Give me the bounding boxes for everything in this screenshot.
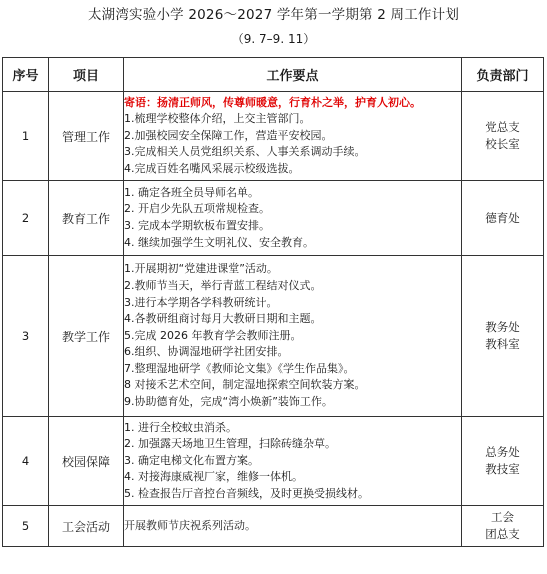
dept-name: 总务处 bbox=[485, 445, 520, 459]
dept-name: 教科室 bbox=[485, 337, 520, 351]
task-item: 2.教师节当天，举行青蓝工程结对仪式。 bbox=[124, 278, 322, 292]
header-dept: 负责部门 bbox=[462, 58, 544, 92]
row-dept bbox=[462, 506, 544, 547]
row-seq: 4 bbox=[3, 417, 49, 506]
page-title: 太湖湾实验小学 2026～2027 学年第一学期第 2 周工作计划 bbox=[87, 7, 460, 23]
row-seq: 3 bbox=[3, 256, 49, 417]
table-header-row bbox=[3, 58, 544, 92]
row-tasks bbox=[124, 256, 462, 417]
row-dept bbox=[462, 417, 544, 506]
table-row bbox=[3, 256, 544, 417]
task-item: 2. 加强露天场地卫生管理，扫除砖缝杂草。 bbox=[124, 437, 336, 451]
row-seq: 1 bbox=[3, 92, 49, 181]
table-row bbox=[3, 181, 544, 256]
dept-name: 校长室 bbox=[485, 137, 520, 151]
task-item: 开展教师节庆祝系列活动。 bbox=[124, 518, 256, 532]
table-row bbox=[3, 506, 544, 547]
row-project: 教育工作 bbox=[49, 181, 124, 256]
dept-name: 工会 bbox=[491, 510, 514, 524]
header-seq: 序号 bbox=[3, 58, 49, 92]
row-tasks bbox=[124, 506, 462, 547]
task-item: 2. 开启少先队五项常规检查。 bbox=[124, 202, 270, 216]
row-dept bbox=[462, 92, 544, 181]
task-item: 1. 进行全校蚊虫消杀。 bbox=[124, 420, 237, 434]
task-item: 9.协助德育处，完成“湾小焕新”装饰工作。 bbox=[124, 395, 333, 409]
motto-text: 寄语：扬清正师风，传尊师暖意，行育朴之举，护育人初心。 bbox=[124, 95, 421, 109]
task-item: 6.组织、协调湿地研学社团安排。 bbox=[124, 345, 289, 359]
task-item: 5. 检查报告厅音控台音频线，及时更换受损线材。 bbox=[124, 486, 369, 500]
task-item: 5.完成 2026 年教育学会教师注册。 bbox=[124, 328, 302, 342]
row-dept bbox=[462, 256, 544, 417]
task-item: 3. 完成本学期软板布置安排。 bbox=[124, 219, 270, 232]
row-seq: 2 bbox=[3, 181, 49, 256]
row-tasks bbox=[124, 92, 462, 181]
row-project: 管理工作 bbox=[49, 92, 124, 181]
row-seq: 5 bbox=[3, 506, 49, 547]
task-item: 4.各教研组商讨每月大教研日期和主题。 bbox=[124, 312, 322, 326]
task-item: 2.加强校园安全保障工作，营造平安校园。 bbox=[124, 128, 333, 142]
task-item: 3. 确定电梯文化布置方案。 bbox=[124, 453, 259, 467]
row-project: 工会活动 bbox=[49, 506, 124, 547]
task-item: 3.进行本学期各学科教研统计。 bbox=[124, 295, 278, 309]
dept-name: 教务处 bbox=[485, 320, 520, 334]
dept-name: 团总支 bbox=[485, 527, 520, 541]
header-project: 项目 bbox=[49, 58, 124, 92]
dept-name: 党总支 bbox=[485, 120, 520, 134]
header-tasks: 工作要点 bbox=[124, 58, 462, 92]
work-plan-table bbox=[2, 57, 544, 547]
row-project: 校园保障 bbox=[49, 417, 124, 506]
task-item: 1.梳理学校整体介绍，上交主管部门。 bbox=[124, 112, 311, 126]
task-item: 8 对接禾艺术空间，制定湿地探索空间软装方案。 bbox=[124, 378, 366, 392]
task-item: 4.完成百姓名嘴风采展示校级选拔。 bbox=[124, 161, 300, 175]
table-row bbox=[3, 417, 544, 506]
row-tasks bbox=[124, 417, 462, 506]
dept-name: 教技室 bbox=[485, 462, 520, 476]
task-item: 7.整理湿地研学《教师论文集》《学生作品集》。 bbox=[124, 361, 355, 375]
task-item: 4. 对接海康威视厂家，维修一体机。 bbox=[124, 470, 303, 484]
row-project: 教学工作 bbox=[49, 256, 124, 417]
task-item: 1. 确定各班全员导师名单。 bbox=[124, 185, 259, 199]
date-range: （9. 7–9. 11） bbox=[231, 32, 316, 46]
task-item: 4. 继续加强学生文明礼仪、安全教育。 bbox=[124, 235, 314, 249]
table-row bbox=[3, 92, 544, 181]
row-dept bbox=[462, 181, 544, 256]
task-item: 3.完成相关人员党组织关系、人事关系调动手续。 bbox=[124, 145, 366, 159]
row-tasks bbox=[124, 181, 462, 256]
task-item: 1.开展期初“党建进课堂”活动。 bbox=[124, 262, 278, 276]
dept-name: 德育处 bbox=[485, 210, 520, 225]
